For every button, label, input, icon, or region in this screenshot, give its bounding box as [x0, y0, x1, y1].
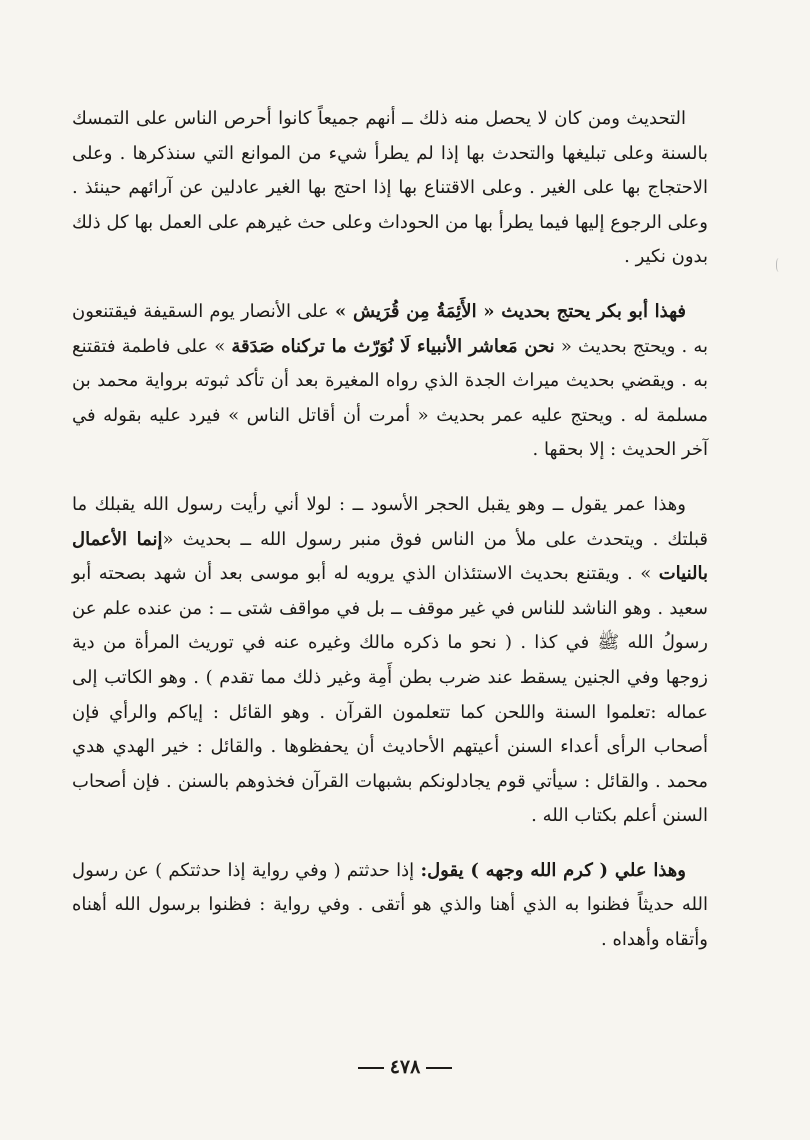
- bold-text-segment: فهذا أبو بكر يحتج بحديث « الأَئِمَةُ مِن قُرَيش »: [335, 300, 686, 322]
- text-segment: على الأنصار يوم السقيفة فيقتنعون به . ويحتج بحديث «: [72, 300, 708, 357]
- text-segment: » . ويقتنع بحديث الاستئذان الذي يرويه له أبو موسى بعد أن شهد بصحته أبو سعيد . وهو الناشد للناس في غير موقف ــ بل في مواقف شتى ــ : من عنده علم عن رسولُ الله ﷺ في كذا . ( نحو ما ذكره مالك وغيره عنه في توريث المرأة من دية زوجها وفي الجنين يسقط عند ضرب بطن أَمِة وغير ذلك مما تقدم ) . وهو الكاتب إلى عماله :تعلموا السنة واللحن كما تتعلمون القرآن . وهو القائل : إياكم والرأي فإن أصحاب الرأى أعداء السنن أعيتهم الأحاديث أن يحفظوها . والقائل : خير الهدي هدي محمد . والقائل : سيأتي قوم يجادلونكم بشبهات القرآن فخذوهم بالسنن . فإن أصحاب السنن أعلم بكتاب الله .: [72, 563, 708, 827]
- text-segment: وهذا عمر يقول ــ وهو يقبل الحجر الأسود ــ : لولا أني رأيت رسول الله يقبلك ما قبلتك . ويتحدث على ملأ من الناس فوق منبر رسول الله ــ بحديث «: [72, 493, 708, 550]
- margin-mark: [776, 258, 783, 272]
- text-segment: إذا حدثتم ( وفي رواية إذا حدثتكم ) عن رسول الله حديثاً فظنوا به الذي أهنا والذي هو أتقى . وفي رواية : فظنوا برسول الله أهناه وأتقاه وأهداه .: [72, 859, 708, 951]
- paragraph: [72, 102, 708, 275]
- paragraph: [72, 854, 708, 958]
- bold-text-segment: وهذا علي ( كرم الله وجهه ) يقول:: [420, 859, 686, 881]
- footer-dash-left: [426, 1067, 452, 1069]
- text-segment: » على فاطمة فتقتنع به . ويقضي بحديث ميراث الجدة الذي رواه المغيرة بعد أن تأكد ثبوته برواية محمد بن مسلمة له . ويحتج عليه عمر بحديث « أمرت أن أقاتل الناس » فيرد عليه بقوله في آخر الحديث : إلا بحقها .: [72, 335, 708, 461]
- bold-text-segment: إنما الأعمال بالنيات: [72, 528, 708, 585]
- text-segment: التحديث ومن كان لا يحصل منه ذلك ــ أنهم جميعاً كانوا أحرص الناس على التمسك بالسنة وعلى تبليغها والتحدث بها إذا لم يطرأ شيء من الموانع التي سنذكرها . وعلى الاحتجاج بها على الغير . وعلى الاقتناع بها إذا احتج بها الغير عادلين عن آرائهم حينئذ . وعلى الرجوع إليها فيما يطرأ بها من الحوداث وعلى حث غيرهم على العمل بها كل ذلك بدون نكير .: [72, 108, 708, 268]
- footer-dash-right: [358, 1067, 384, 1069]
- page-number: ٤٧٨: [389, 1056, 421, 1078]
- paragraph: [72, 295, 708, 468]
- page-footer: [0, 1056, 810, 1078]
- paragraph: [72, 488, 708, 834]
- body-text: [72, 102, 708, 958]
- bold-text-segment: نحن مَعاشر الأنبياء لَا نُوَرّث ما تركناه صَدَقة: [231, 335, 555, 357]
